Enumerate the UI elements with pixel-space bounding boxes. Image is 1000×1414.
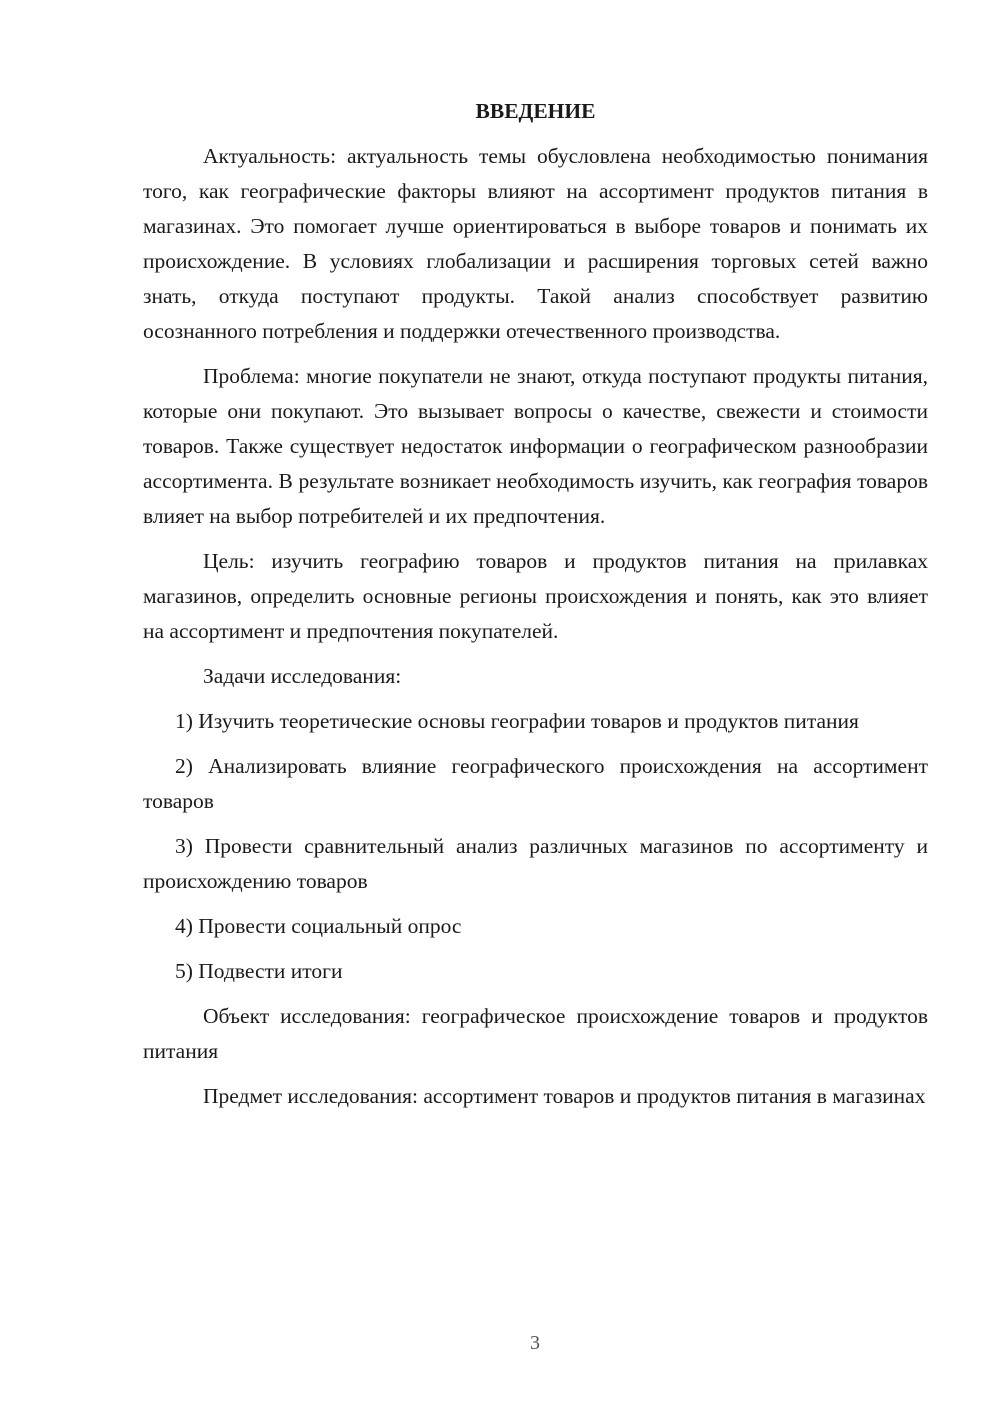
task-item: 3) Провести сравнительный анализ различных магазинов по ассортименту и происхождению товаров (143, 834, 928, 893)
task-item: 4) Провести социальный опрос (175, 914, 462, 938)
paragraph-goal: Цель: изучить географию товаров и продуктов питания на прилавках магазинов, определить основные регионы происхождения и понять, как это влияет на ассортимент и предпочтения покупателей. (143, 549, 928, 643)
page-number: 3 (530, 1332, 540, 1354)
task-item: 2) Анализировать влияние географического происхождения на ассортимент товаров (143, 754, 928, 813)
page-content (143, 94, 928, 1124)
task-item: 5) Подвести итоги (175, 959, 343, 983)
tasks-title: Задачи исследования: (203, 664, 402, 688)
paragraph-subject: Предмет исследования: ассортимент товаров и продуктов питания в магазинах (203, 1084, 926, 1108)
paragraph-problem: Проблема: многие покупатели не знают, откуда поступают продукты питания, которые они покупают. Это вызывает вопросы о качестве, свежести и стоимости товаров. Также существует недостаток информации о географическом разнообразии ассортимента. В результате возникает необходимость изучить, как география товаров влияет на выбор потребителей и их предпочтения. (143, 364, 928, 528)
section-heading: ВВЕДЕНИЕ (475, 99, 596, 123)
paragraph-object: Объект исследования: географическое происхождение товаров и продуктов питания (143, 1004, 928, 1063)
task-item: 1) Изучить теоретические основы географии товаров и продуктов питания (175, 709, 859, 733)
paragraph-relevance: Актуальность: актуальность темы обусловлена необходимостью понимания того, как географические факторы влияют на ассортимент продуктов питания в магазинах. Это помогает лучше ориентироваться в выборе товаров и понимать их происхождение. В условиях глобализации и расширения торговых сетей важно знать, откуда поступают продукты. Такой анализ способствует развитию осознанного потребления и поддержки отечественного производства. (143, 144, 928, 343)
